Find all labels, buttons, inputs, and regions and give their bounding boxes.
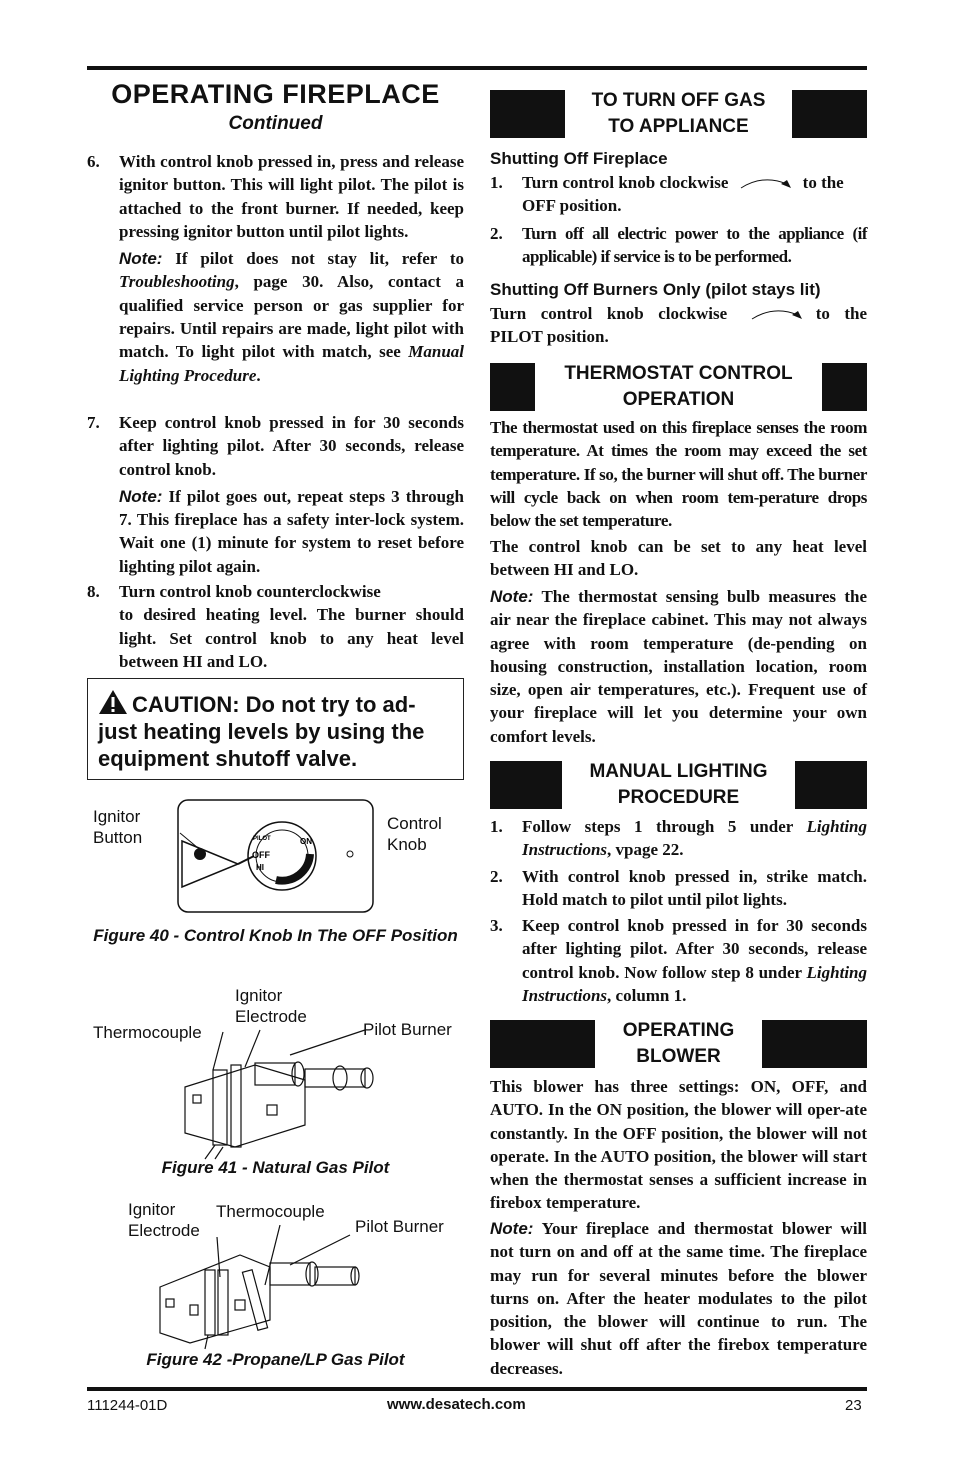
fig40-off-text: OFF bbox=[252, 850, 270, 860]
manual-step-1: 1. Follow steps 1 through 5 under Lighting Instructions, vpage 22. bbox=[490, 817, 867, 860]
clockwise-arrow-icon bbox=[739, 174, 797, 190]
page-title: OPERATING FIREPLACE bbox=[111, 79, 440, 109]
fig42-thermocouple-label: Thermocouple bbox=[216, 1202, 325, 1221]
fig40-pilot-text: PILOT bbox=[253, 836, 271, 842]
manual-step-3: 3. Keep control knob pressed in for 30 seconds after lighting pilot. After 30 seconds, release control knob. Now follow step 8 under Lighting Instructions, column 1. bbox=[490, 916, 867, 1005]
step-8: 8. Turn control knob counterclockwise to desired heating level. The burner should light. Set control knob to any heat level between HI and LO. bbox=[87, 582, 464, 671]
doc-number: 111244-01D bbox=[87, 1397, 168, 1414]
clockwise-arrow-icon bbox=[750, 305, 808, 321]
note-6: Note: If pilot does not stay lit, refer to Troubleshooting, page 30. Also, contact a qualified service person or gas supplier for repairs. Until repairs are made, light pilot with match. To light pilot with match, see Manual Lighting Procedure. bbox=[119, 249, 464, 385]
blower-paragraph: This blower has three settings: ON, OFF, and AUTO. In the ON position, the blower will oper-ate constantly. In the OFF position, the blower will not operate. In the AUTO position, the blower will start when the thermostat senses a sufficient increase in firebox temperature. bbox=[490, 1077, 867, 1213]
operating-blower-header: OPERATING BLOWER bbox=[490, 1020, 867, 1068]
page-subtitle: Continued bbox=[228, 113, 323, 134]
control-knob-figure bbox=[150, 796, 380, 918]
step-7: 7. Keep control knob pressed in for 30 seconds after lighting pilot. After 30 seconds, release control knob. Note: If pilot goes out, repeat steps 3 through 7. This fireplace has a safety inter-lock system. Wait one (1) minute for system to reset before lighting pilot again. bbox=[87, 411, 464, 578]
fig42-pilot-label: Pilot Burner bbox=[355, 1217, 444, 1236]
caution-box bbox=[87, 678, 464, 780]
manual-lighting-header: MANUAL LIGHTING PROCEDURE bbox=[490, 761, 867, 809]
shutoff-step-2: 2. Turn off all electric power to the appliance (if applicable) if service is to be performed. bbox=[490, 224, 867, 267]
thermostat-paragraph-2: The control knob can be set to any heat level between HI and LO. bbox=[490, 537, 867, 580]
shutting-burners-text: Turn control knob clockwise to the PILOT position. bbox=[490, 304, 868, 347]
fig42-caption: Figure 42 -Propane/LP Gas Pilot bbox=[146, 1350, 405, 1369]
step-6: 6. With control knob pressed in, press and release ignitor button. This will light pilot. The pilot is attached to the front burner. If needed, keep pressing ignitor button until pilot lights. Note: If pilot does not stay lit, refer to Troubleshooting, page 30. Also, contact a qualified service person or gas supplier for repairs. Until repairs are made, light pilot with match. To light pilot with match, see Manual Lighting Procedure. bbox=[87, 150, 464, 387]
page-number: 23 bbox=[845, 1397, 862, 1414]
shutting-burners-heading: Shutting Off Burners Only (pilot stays lit) bbox=[490, 280, 821, 299]
fig40-ignitor-label: Ignitor Button bbox=[93, 807, 143, 847]
shutoff-step-1: 1. Turn control knob clockwise to the OFF position. bbox=[490, 173, 844, 216]
thermostat-header: THERMOSTAT CONTROL OPERATION bbox=[490, 363, 867, 411]
fig41-ignitor-label: Ignitor Electrode bbox=[235, 986, 307, 1026]
propane-pilot-figure bbox=[150, 1225, 360, 1350]
manual-step-2: 2. With control knob pressed in, strike match. Hold match to pilot until pilot lights. bbox=[490, 867, 867, 910]
fig42-ignitor-label: Ignitor Electrode bbox=[128, 1200, 200, 1240]
thermostat-note: Note: The thermostat sensing bulb measures the air near the fireplace cabinet. This may not always agree with room temperature (de-pending on housing construction, installation location, room size, open air temperatures, etc.). Frequent use of your fireplace will let you determine your own comfort levels. bbox=[490, 587, 867, 746]
top-rule bbox=[87, 66, 867, 70]
natural-gas-pilot-figure bbox=[175, 1025, 385, 1160]
website-link[interactable]: www.desatech.com bbox=[387, 1396, 526, 1413]
caution-text: CAUTION: Do not try to ad-just heating levels by using the equipment shutoff valve. bbox=[98, 692, 425, 771]
fig40-on-text: ON bbox=[300, 837, 312, 846]
shutting-fireplace-heading: Shutting Off Fireplace bbox=[490, 149, 668, 168]
blower-note: Note: Your fireplace and thermostat blower will not turn on and off at the same time. The fireplace may run for several minutes before the blower turns on. After the heater modulates to the pilot position, the blower will continue to run. The blower will shut off after the firebox temperature decreases. bbox=[490, 1219, 867, 1378]
fig40-hi-text: HI bbox=[256, 863, 264, 872]
turn-off-gas-header: TO TURN OFF GAS TO APPLIANCE bbox=[490, 90, 867, 138]
warning-icon bbox=[98, 689, 128, 715]
note-7: Note: If pilot goes out, repeat steps 3 through 7. This fireplace has a safety inter-lock system. Wait one (1) minute for system to reset before lighting pilot again. bbox=[119, 486, 464, 576]
fig41-pilot-label: Pilot Burner bbox=[363, 1020, 452, 1039]
fig40-control-label: Control Knob bbox=[387, 814, 442, 854]
bottom-rule bbox=[87, 1387, 867, 1391]
fig41-caption: Figure 41 - Natural Gas Pilot bbox=[161, 1158, 390, 1177]
fig40-caption: Figure 40 - Control Knob In The OFF Position bbox=[93, 926, 458, 945]
fig41-thermocouple-label: Thermocouple bbox=[93, 1023, 202, 1042]
thermostat-paragraph-1: The thermostat used on this fireplace senses the room temperature. At times the room may exceed the set temperature. If so, the burner will shut off. The burner will cycle back on when room tem-perature drops below the set temperature. bbox=[490, 418, 867, 531]
